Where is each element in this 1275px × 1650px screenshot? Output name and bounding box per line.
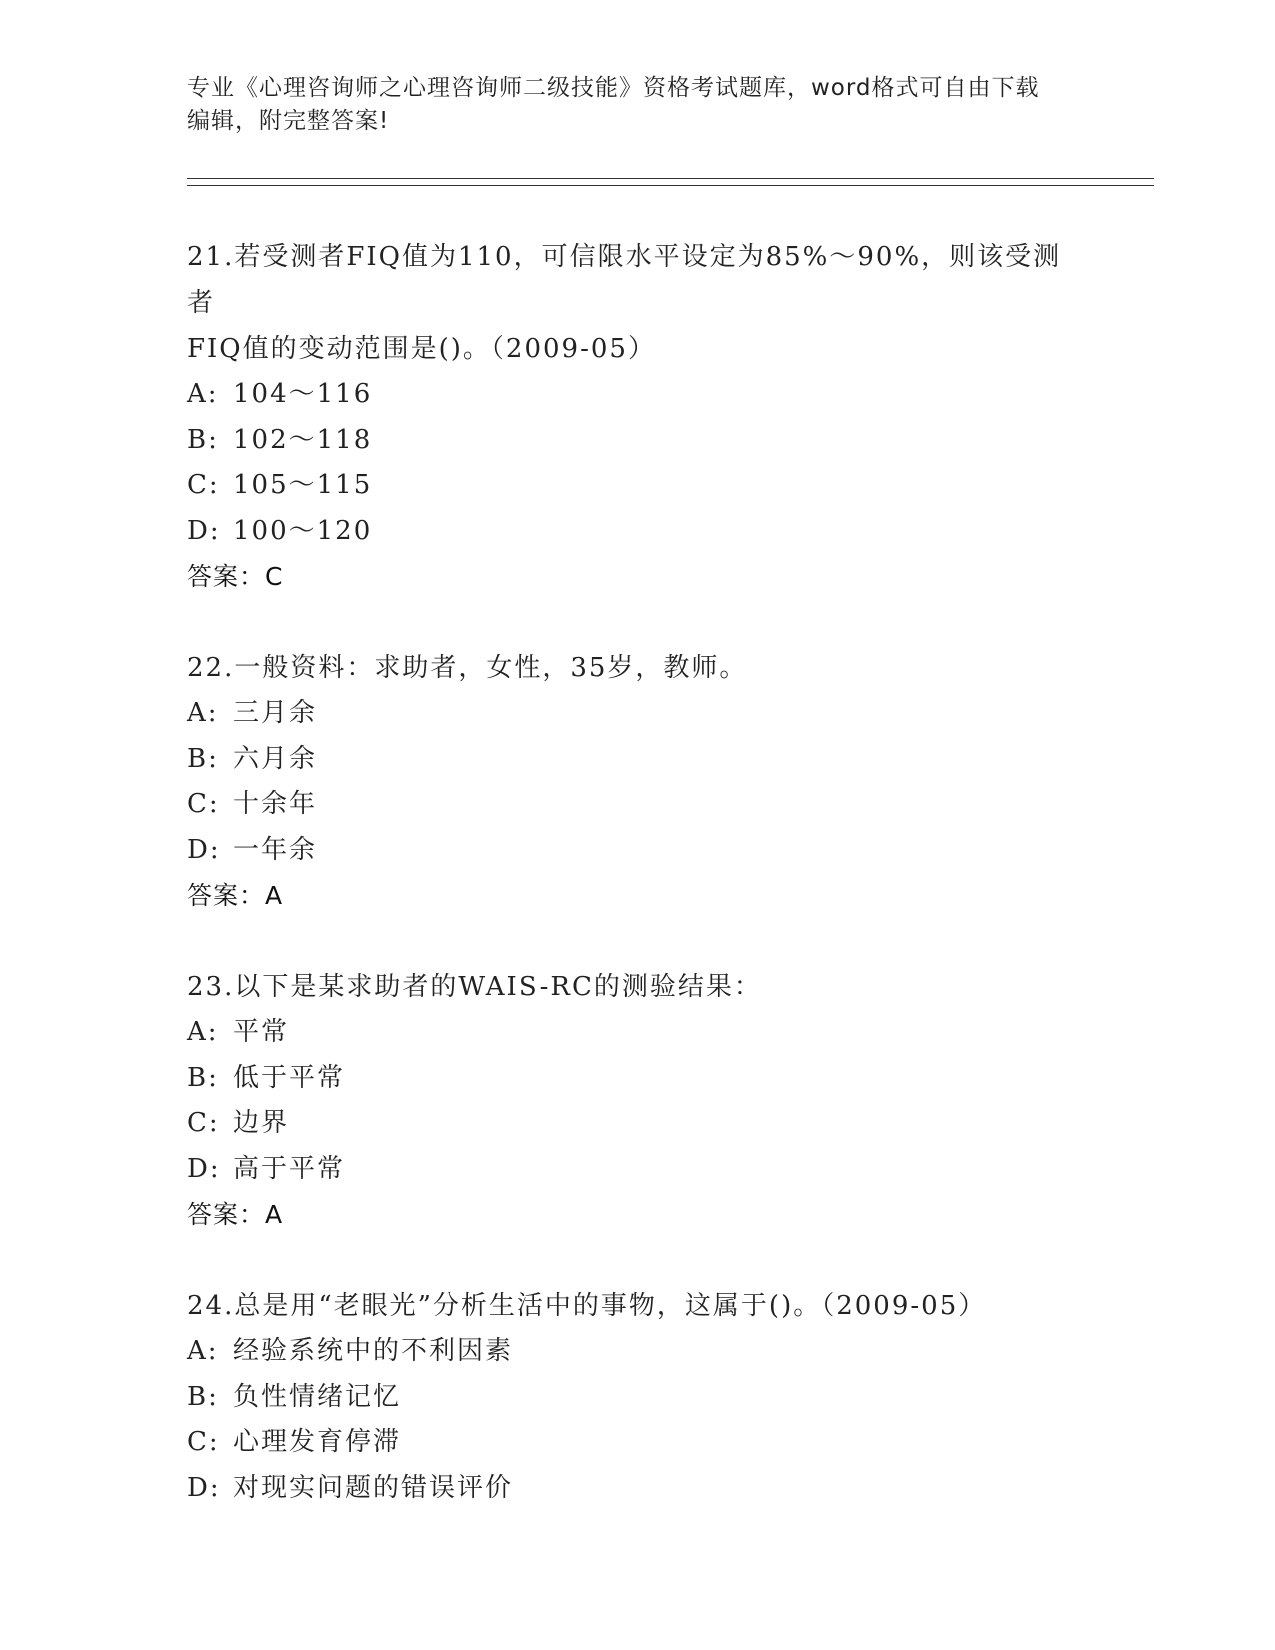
option-a xyxy=(187,1329,1087,1375)
option-d xyxy=(187,1147,1087,1193)
question-stem: 23.以下是某求助者的WAIS-RC的测验结果： xyxy=(187,972,762,1002)
option-letter: B: xyxy=(187,424,219,455)
option-d xyxy=(187,509,1087,555)
option-d xyxy=(187,828,1087,874)
option-c xyxy=(187,782,1087,828)
option-text: 十余年 xyxy=(233,789,318,819)
option-text: 心理发育停滞 xyxy=(233,1427,402,1457)
option-letter: C: xyxy=(187,470,220,500)
option-text: 六月余 xyxy=(233,743,318,774)
option-letter: D: xyxy=(187,834,221,865)
option-text: 负性情绪记忆 xyxy=(233,1381,402,1412)
option-letter: B: xyxy=(187,1062,219,1093)
option-text: 105～115 xyxy=(233,470,373,500)
option-letter: A: xyxy=(187,1017,219,1047)
question-22 xyxy=(187,645,1087,919)
answer-line: 答案：C xyxy=(187,562,284,591)
option-b xyxy=(187,418,1087,464)
option-letter: D: xyxy=(187,1153,221,1184)
option-text: 104～116 xyxy=(233,379,373,409)
answer-line: 答案：A xyxy=(187,1200,284,1229)
option-text: 100～120 xyxy=(233,515,373,546)
option-letter: B: xyxy=(187,1381,219,1412)
option-text: 对现实问题的错误评价 xyxy=(233,1472,514,1503)
option-letter: A: xyxy=(187,379,219,409)
option-text: 平常 xyxy=(233,1017,290,1047)
option-text: 102～118 xyxy=(233,424,373,455)
option-text: 高于平常 xyxy=(233,1153,346,1184)
question-stem: 21.若受测者FIQ值为110，可信限水平设定为85%～90%，则该受测者 xyxy=(187,242,1062,318)
option-letter: C: xyxy=(187,1108,220,1138)
option-text: 一年余 xyxy=(233,834,318,865)
option-letter: A: xyxy=(187,698,219,728)
header-divider xyxy=(187,178,1154,186)
option-b xyxy=(187,1375,1087,1421)
option-letter: D: xyxy=(187,515,221,546)
question-list xyxy=(187,234,1087,1556)
question-stem: 24.总是用“老眼光”分析生活中的事物，这属于()。（2009-05） xyxy=(187,1291,987,1321)
option-letter: C: xyxy=(187,789,220,819)
answer-line: 答案：A xyxy=(187,881,284,910)
option-b xyxy=(187,1056,1087,1102)
option-c xyxy=(187,1420,1087,1466)
option-a xyxy=(187,1010,1087,1056)
option-letter: D: xyxy=(187,1472,221,1503)
option-letter: C: xyxy=(187,1427,220,1457)
question-24 xyxy=(187,1283,1087,1511)
header-line-1: 专业《心理咨询师之心理咨询师二级技能》资格考试题库，word格式可自由下载 xyxy=(187,75,1040,101)
option-text: 边界 xyxy=(233,1108,290,1138)
option-text: 三月余 xyxy=(233,698,318,728)
option-text: 低于平常 xyxy=(233,1062,346,1093)
question-23 xyxy=(187,964,1087,1238)
header-line-2: 编辑，附完整答案! xyxy=(187,108,390,134)
question-stem-continued: FIQ值的变动范围是()。（2009-05） xyxy=(187,334,656,364)
question-21 xyxy=(187,234,1087,600)
option-letter: B: xyxy=(187,743,219,774)
document-header xyxy=(187,72,1087,138)
option-d xyxy=(187,1466,1087,1512)
option-c xyxy=(187,1101,1087,1147)
option-text: 经验系统中的不利因素 xyxy=(233,1336,514,1366)
option-letter: A: xyxy=(187,1336,219,1366)
option-a xyxy=(187,691,1087,737)
option-b xyxy=(187,737,1087,783)
option-c xyxy=(187,463,1087,509)
question-stem: 22.一般资料：求助者，女性，35岁，教师。 xyxy=(187,653,748,683)
option-a xyxy=(187,372,1087,418)
